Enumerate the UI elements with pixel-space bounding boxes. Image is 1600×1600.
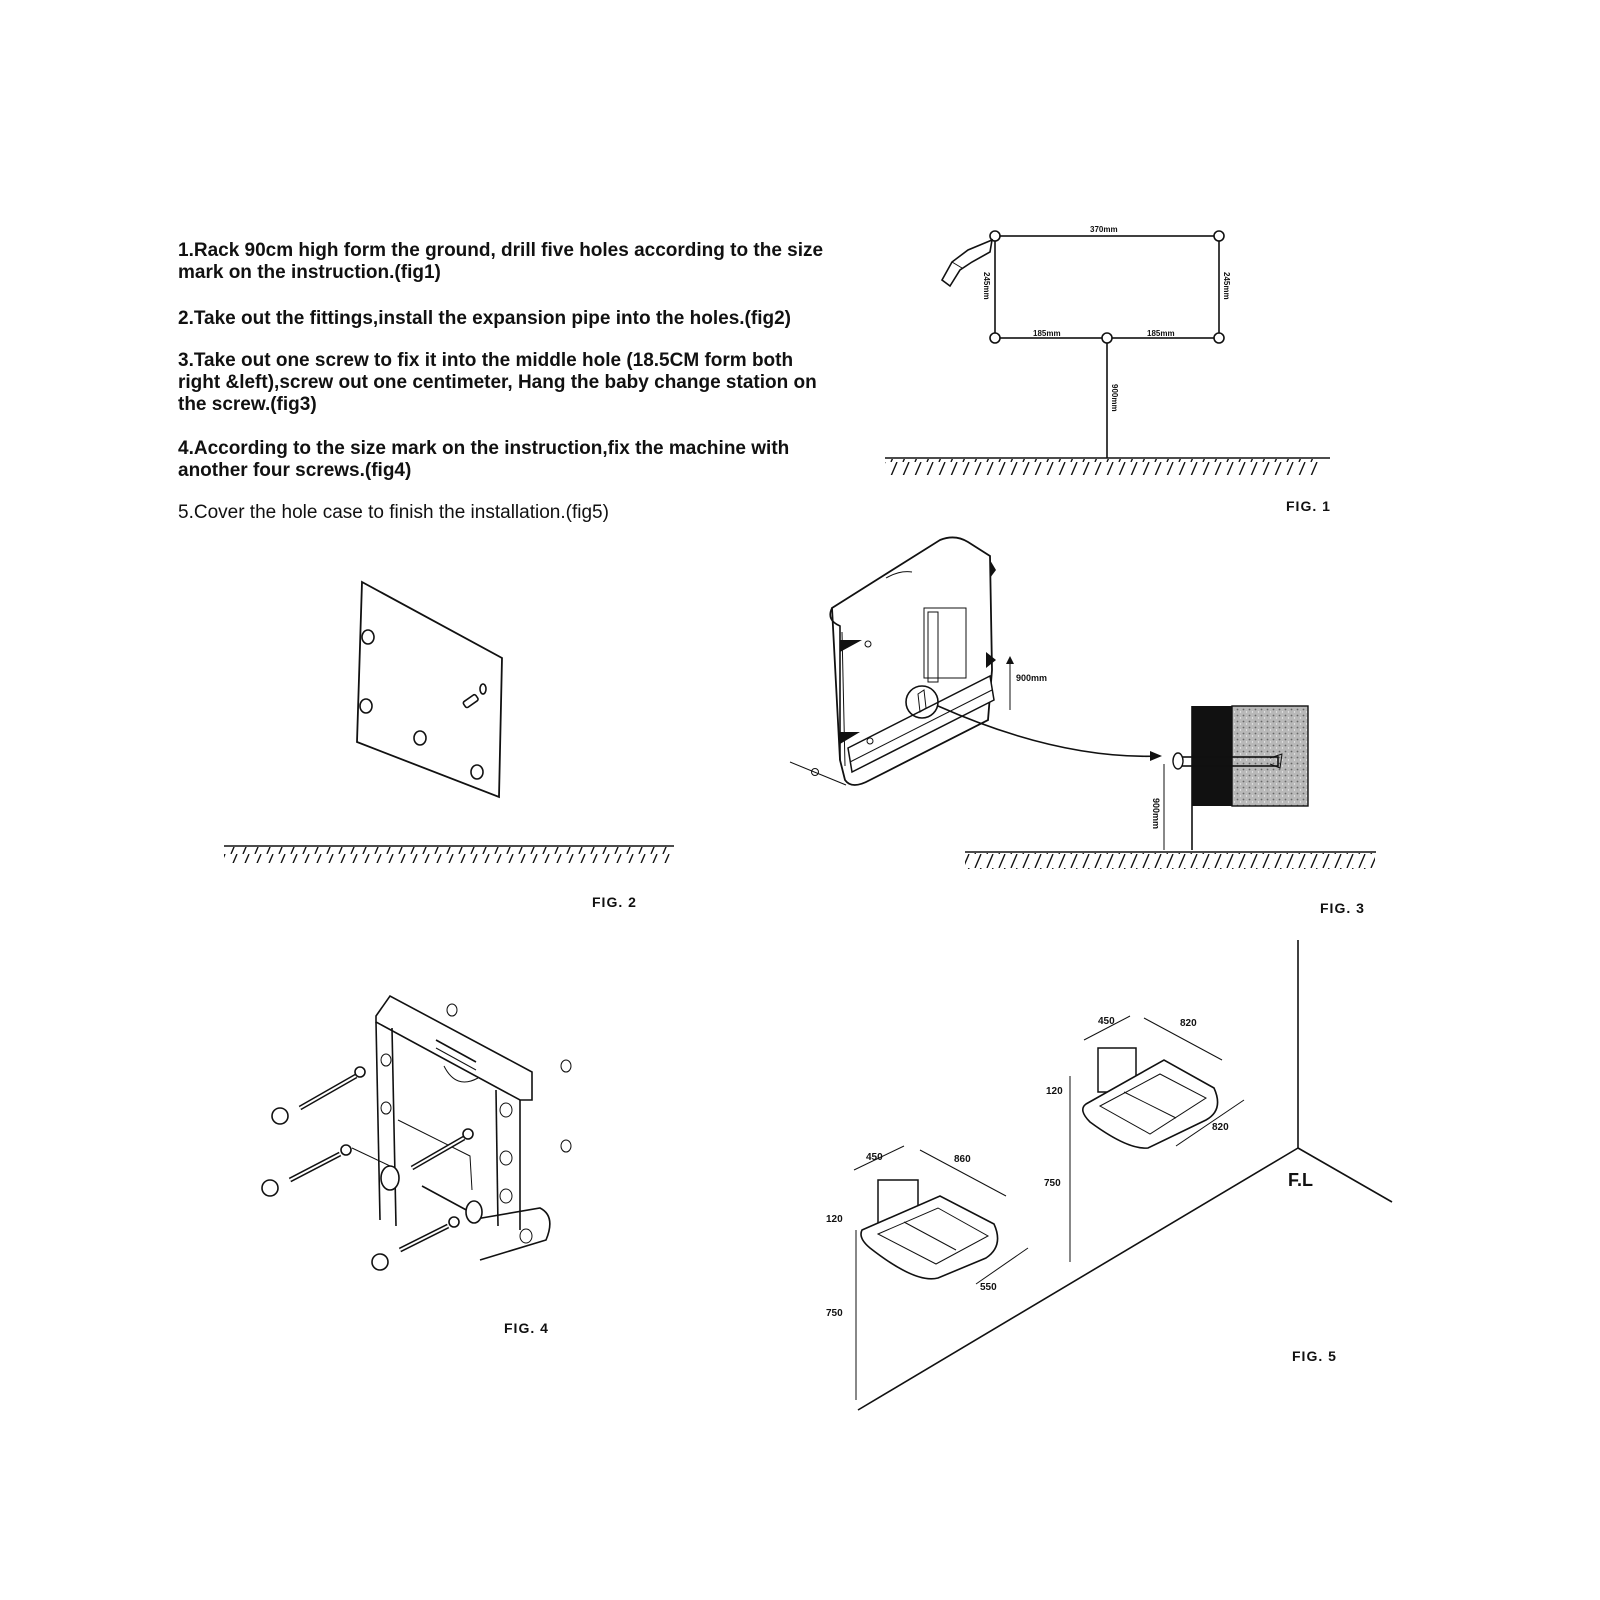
screw-icon <box>272 1067 365 1124</box>
fig5-lower-depth: 450 <box>866 1152 883 1163</box>
wall-section-dark <box>1192 706 1232 806</box>
fig4-fixing-screws <box>262 996 571 1270</box>
fig5-lower-width-2: 550 <box>980 1282 997 1293</box>
fig5-label: FIG. 5 <box>1292 1348 1337 1364</box>
step-3: 3.Take out one screw to fix it into the middle hole (18.5CM form both right &left),screw out one centimeter, Hang the baby change station on the screw.(fig3) <box>178 350 817 415</box>
screw-icon <box>412 1129 473 1168</box>
fig3-hanging-station <box>790 537 1376 869</box>
fig2-ground-hatch <box>224 847 672 863</box>
step-4: 4.According to the size mark on the instruction,fix the machine with another four screws.(fig4) <box>178 438 790 481</box>
fig5-lower-height: 750 <box>826 1308 843 1319</box>
fig5-upper-depth: 450 <box>1098 1016 1115 1027</box>
fig1-label: FIG. 1 <box>1286 498 1331 514</box>
fig3-dim-unit: 900mm <box>1016 673 1048 683</box>
fig3-dim-wall: 900mm <box>1151 798 1161 830</box>
screw-icon <box>262 1145 351 1196</box>
fig5-upper-thickness: 120 <box>1046 1086 1063 1097</box>
fig1-dim-bottom-left: 185mm <box>1033 329 1061 338</box>
fig1-dim-right: 245mm <box>1222 272 1231 300</box>
fig3-ground-hatch <box>965 853 1375 869</box>
wall-section-concrete <box>1232 706 1308 806</box>
screw-icon <box>372 1217 459 1270</box>
fig1-dim-bottom-right: 185mm <box>1147 329 1175 338</box>
fig2-label: FIG. 2 <box>592 894 637 910</box>
upper-unit <box>1044 1016 1244 1262</box>
fig1-dim-top: 370mm <box>1090 225 1118 234</box>
step-5: 5.Cover the hole case to finish the installation.(fig5) <box>178 502 609 523</box>
fig4-label: FIG. 4 <box>504 1320 549 1336</box>
lower-unit <box>826 1146 1028 1400</box>
fig5-upper-height: 750 <box>1044 1178 1061 1189</box>
fig5-upper-width: 820 <box>1180 1018 1197 1029</box>
fig1-ground-hatch <box>885 459 1320 475</box>
fig1-dim-left: 245mm <box>982 272 991 300</box>
step-2: 2.Take out the fittings,install the expansion pipe into the holes.(fig2) <box>178 308 791 329</box>
floor-line-label: F.L <box>1288 1170 1313 1190</box>
step-1: 1.Rack 90cm high form the ground, drill five holes according to the size mark on the instruction.(fig1) <box>178 240 824 283</box>
fig5-upper-width-2: 820 <box>1212 1122 1229 1133</box>
fig5-mounted-layout <box>826 940 1392 1410</box>
fig1-dim-height: 900mm <box>1110 384 1119 412</box>
fig2-wall-plate <box>224 582 674 863</box>
fig5-lower-thickness: 120 <box>826 1214 843 1225</box>
fig3-label: FIG. 3 <box>1320 900 1365 916</box>
fig5-lower-width: 860 <box>954 1154 971 1165</box>
fig1-drilling-layout <box>885 225 1330 475</box>
